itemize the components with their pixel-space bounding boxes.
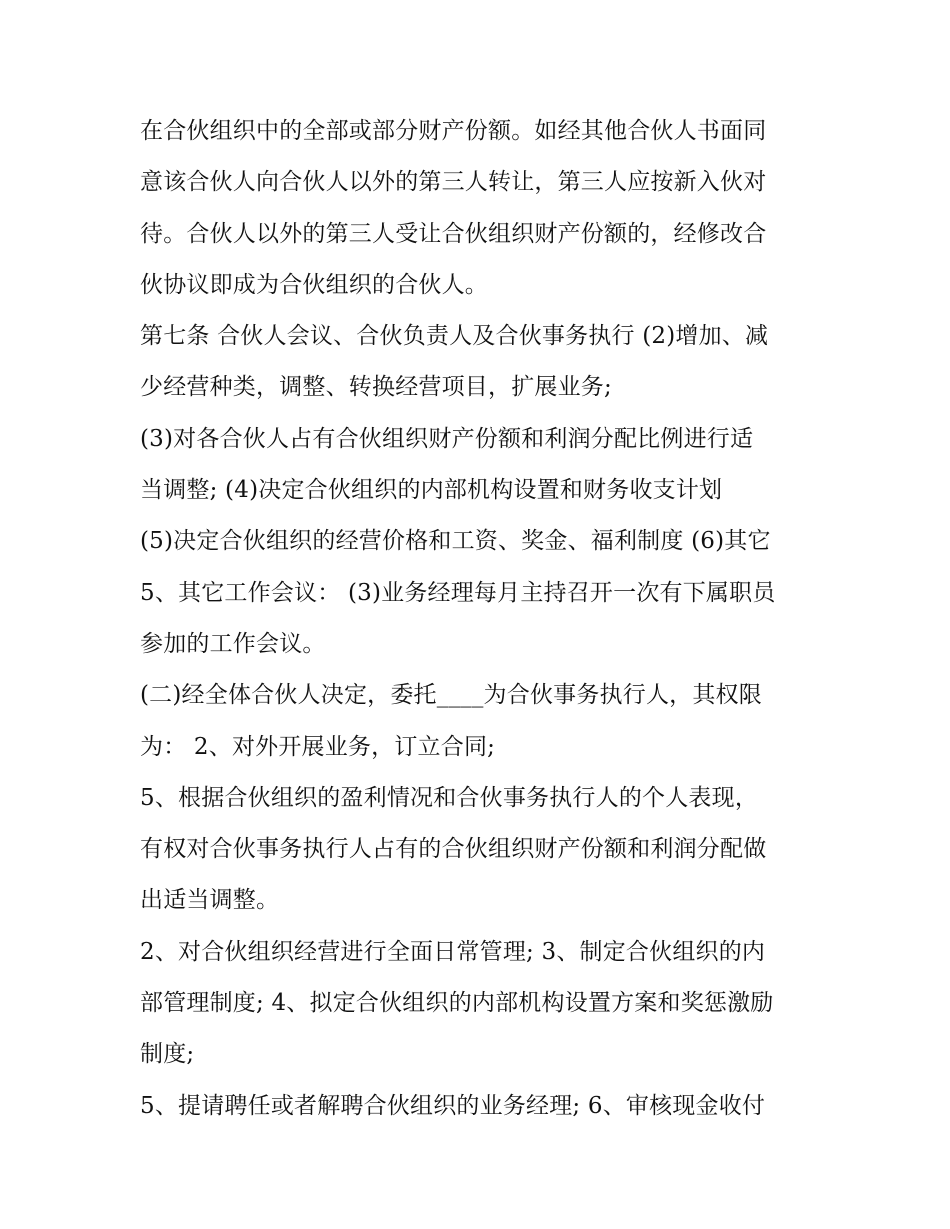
text-line: (3)对各合伙人占有合伙组织财产份额和利润分配比例进行适 — [140, 425, 754, 452]
text-line: 待。合伙人以外的第三人受让合伙组织财产份额的，经修改合 — [140, 220, 767, 247]
text-line: 5、提请聘任或者解聘合伙组织的业务经理; 6、审核现金收付 — [140, 1092, 766, 1119]
text-line: 在合伙组织中的全部或部分财产份额。如经其他合伙人书面同 — [140, 118, 767, 144]
text-line: 少经营种类，调整、转换经营项目，扩展业务; — [140, 374, 612, 401]
text-line: 出适当调整。 — [140, 887, 280, 914]
text-line: 为： 2、对外开展业务，订立合同; — [140, 733, 496, 760]
text-line: 有权对合伙事务执行人占有的合伙组织财产份额和利润分配做 — [140, 836, 767, 863]
text-line: 意该合伙人向合伙人以外的第三人转让，第三人应按新入伙对 — [140, 169, 767, 196]
document-body — [140, 106, 820, 1132]
text-line: 制度; — [140, 1041, 195, 1068]
text-line: 2、对合伙组织经营进行全面日常管理; 3、制定合伙组织的内 — [140, 938, 766, 965]
text-line: (二)经全体合伙人决定，委托____为合伙事务执行人，其权限 — [140, 682, 762, 709]
text-line: 5、根据合伙组织的盈利情况和合伙事务执行人的个人表现， — [140, 784, 759, 811]
text-line: 部管理制度; 4、拟定合伙组织的内部机构设置方案和奖惩激励 — [140, 990, 774, 1017]
text-line: 当调整; (4)决定合伙组织的内部机构设置和财务收支计划 — [140, 477, 723, 504]
text-line: 参加的工作会议。 — [140, 630, 326, 657]
text-line: 5、其它工作会议： (3)业务经理每月主持召开一次有下属职员 — [140, 579, 776, 606]
text-line: 伙协议即成为合伙组织的合伙人。 — [140, 271, 488, 298]
text-line: (5)决定合伙组织的经营价格和工资、奖金、福利制度 (6)其它 — [140, 528, 771, 555]
text-line: 第七条 合伙人会议、合伙负责人及合伙事务执行 (2)增加、减 — [140, 323, 769, 350]
